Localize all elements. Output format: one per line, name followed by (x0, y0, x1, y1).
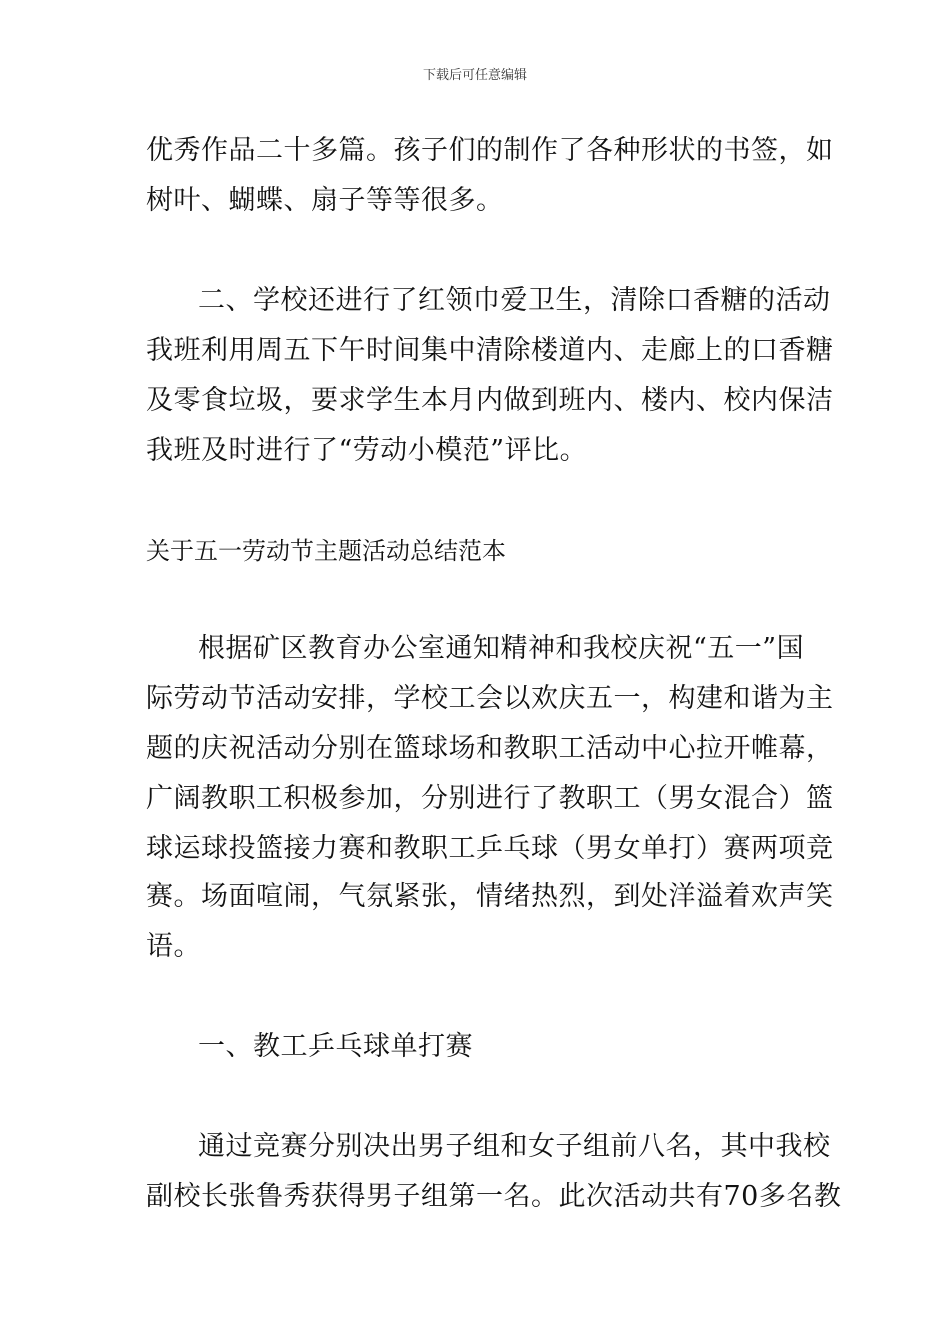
text-line: 我班利用周五下午时间集中清除楼道内、走廊上的口香糖 (146, 335, 834, 366)
text-line: 题的庆祝活动分别在篮球场和教职工活动中心拉开帷幕， (146, 733, 834, 764)
text-line: 球运球投篮接力赛和教职工乒乓球（男女单打）赛两项竞 (146, 833, 834, 864)
section-title: 关于五一劳动节主题活动总结范本 (146, 537, 506, 565)
text-line: 树叶、蝴蝶、扇子等等很多。 (146, 185, 504, 216)
text-line: 优秀作品二十多篇。孩子们的制作了各种形状的书签，如 (146, 135, 834, 166)
text-line: 赛。场面喧闹，气氛紧张，情绪热烈，到处洋溢着欢声笑 (146, 881, 834, 912)
text-line: 语。 (146, 931, 201, 962)
text-line: 我班及时进行了“劳动小模范”评比。 (146, 435, 588, 466)
text-line: 广阔教职工积极参加，分别进行了教职工（男女混合）篮 (146, 783, 834, 814)
text-line: 副校长张鲁秀获得男子组第一名。此次活动共有70多名教 (146, 1181, 842, 1212)
subheading: 一、教工乒乓球单打赛 (198, 1031, 473, 1062)
text-line: 根据矿区教育办公室通知精神和我校庆祝“五一”国 (198, 633, 805, 664)
page-header: 下载后可任意编辑 (422, 68, 527, 83)
text-line: 际劳动节活动安排，学校工会以欢庆五一，构建和谐为主 (146, 683, 834, 714)
text-line: 及零食垃圾，要求学生本月内做到班内、楼内、校内保洁 (146, 385, 834, 416)
text-line: 通过竞赛分别决出男子组和女子组前八名，其中我校 (198, 1131, 831, 1162)
text-line: 二、学校还进行了红领巾爱卫生，清除口香糖的活动 (198, 285, 831, 316)
